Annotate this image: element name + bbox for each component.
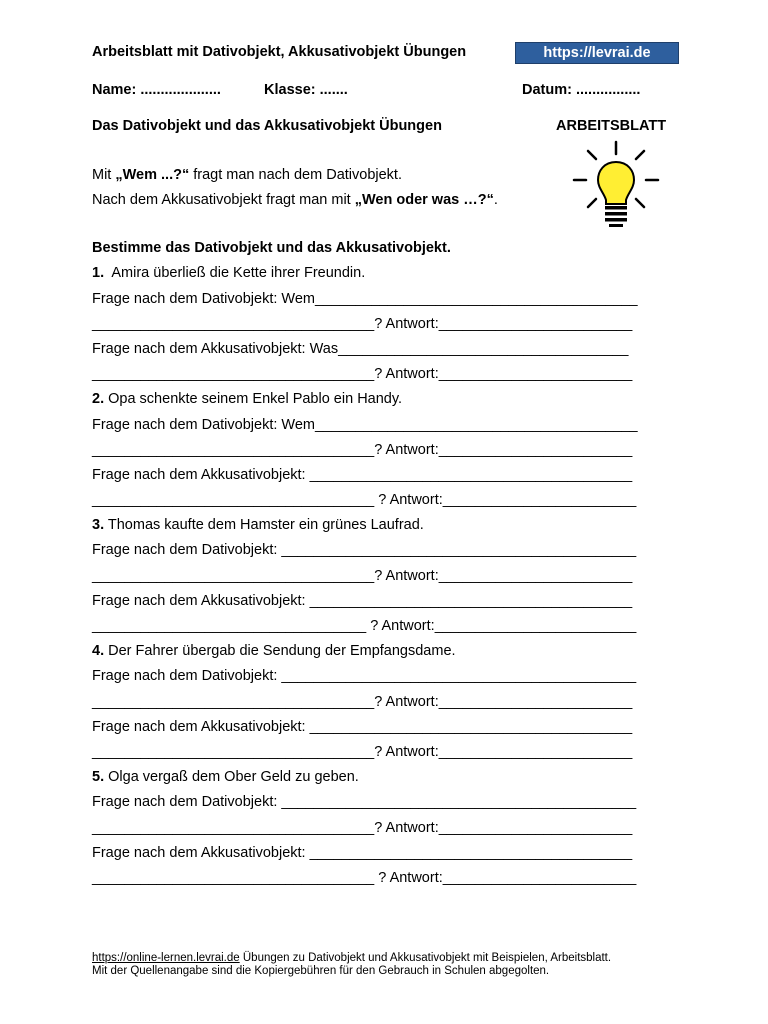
- klasse-field: Klasse: .......: [264, 82, 348, 98]
- exercise-2-dativ-question[interactable]: Frage nach dem Dativobjekt: Wem________________________________________: [92, 417, 638, 433]
- exercise-2-dativ-answer[interactable]: ___________________________________? Antwort:________________________: [92, 442, 633, 458]
- exercise-2-akk-question[interactable]: Frage nach dem Akkusativobjekt: ________________________________________: [92, 467, 633, 483]
- exercise-4-akk-question[interactable]: Frage nach dem Akkusativobjekt: ________________________________________: [92, 719, 633, 735]
- exercise-5-akk-question[interactable]: Frage nach dem Akkusativobjekt: ________________________________________: [92, 845, 633, 861]
- exercise-3-sentence: 3. Thomas kaufte dem Hamster ein grünes Laufrad.: [92, 517, 424, 533]
- exercise-2-sentence: 2. Opa schenkte seinem Enkel Pablo ein Handy.: [92, 391, 403, 407]
- exercise-5-akk-answer[interactable]: ___________________________________ ? Antwort:________________________: [92, 870, 637, 886]
- exercise-4-dativ-question[interactable]: Frage nach dem Dativobjekt: ____________________________________________: [92, 668, 637, 684]
- url-badge[interactable]: https://levrai.de: [515, 42, 679, 64]
- exercise-5-dativ-answer[interactable]: ___________________________________? Antwort:________________________: [92, 820, 633, 836]
- section-label: ARBEITSBLATT: [556, 118, 667, 134]
- exercise-4-akk-answer[interactable]: ___________________________________? Antwort:________________________: [92, 744, 633, 760]
- name-field: Name: ....................: [92, 82, 221, 98]
- footer-line-2: Mit der Quellenangabe sind die Kopiergebühren für den Gebrauch in Schulen abgegolten.: [92, 965, 550, 977]
- exercise-1-akk-question[interactable]: Frage nach dem Akkusativobjekt: Was____________________________________: [92, 341, 629, 357]
- lightbulb-icon: [570, 138, 662, 230]
- exercise-2-akk-answer[interactable]: ___________________________________ ? Antwort:________________________: [92, 492, 637, 508]
- footer-line-1: https://online-lernen.levrai.de Übungen zu Dativobjekt und Akkusativobjekt mit Beispielen, Arbeitsblatt.: [92, 952, 612, 964]
- exercise-4-dativ-answer[interactable]: ___________________________________? Antwort:________________________: [92, 694, 633, 710]
- exercise-5-dativ-question[interactable]: Frage nach dem Dativobjekt: ____________________________________________: [92, 794, 637, 810]
- exercise-1-dativ-question[interactable]: Frage nach dem Dativobjekt: Wem________________________________________: [92, 291, 638, 307]
- footer: [92, 952, 611, 978]
- exercise-1-dativ-answer[interactable]: ___________________________________? Antwort:________________________: [92, 316, 633, 332]
- datum-field: Datum: ................: [522, 82, 641, 98]
- intro-line-2: Nach dem Akkusativobjekt fragt man mit „Wen oder was …?“.: [92, 192, 498, 208]
- exercise-5-sentence: 5. Olga vergaß dem Ober Geld zu geben.: [92, 769, 359, 785]
- exercise-4-sentence: 4. Der Fahrer übergab die Sendung der Empfangsdame.: [92, 643, 456, 659]
- footer-link[interactable]: https://online-lernen.levrai.de: [92, 952, 240, 964]
- worksheet-title: Arbeitsblatt mit Dativobjekt, Akkusativobjekt Übungen: [92, 44, 467, 60]
- exercise-1-akk-answer[interactable]: ___________________________________? Antwort:________________________: [92, 366, 633, 382]
- intro-line-1: Mit „Wem ...?“ fragt man nach dem Dativobjekt.: [92, 167, 402, 183]
- task-heading: Bestimme das Dativobjekt und das Akkusativobjekt.: [92, 240, 451, 256]
- exercise-3-akk-answer[interactable]: __________________________________ ? Antwort:_________________________: [92, 618, 637, 634]
- exercise-3-akk-question[interactable]: Frage nach dem Akkusativobjekt: ________________________________________: [92, 593, 633, 609]
- exercise-1-sentence: 1. Amira überließ die Kette ihrer Freundin.: [92, 265, 366, 281]
- section-title: Das Dativobjekt und das Akkusativobjekt Übungen: [92, 118, 442, 134]
- exercise-3-dativ-question[interactable]: Frage nach dem Dativobjekt: ____________________________________________: [92, 542, 637, 558]
- exercise-3-dativ-answer[interactable]: ___________________________________? Antwort:________________________: [92, 568, 633, 584]
